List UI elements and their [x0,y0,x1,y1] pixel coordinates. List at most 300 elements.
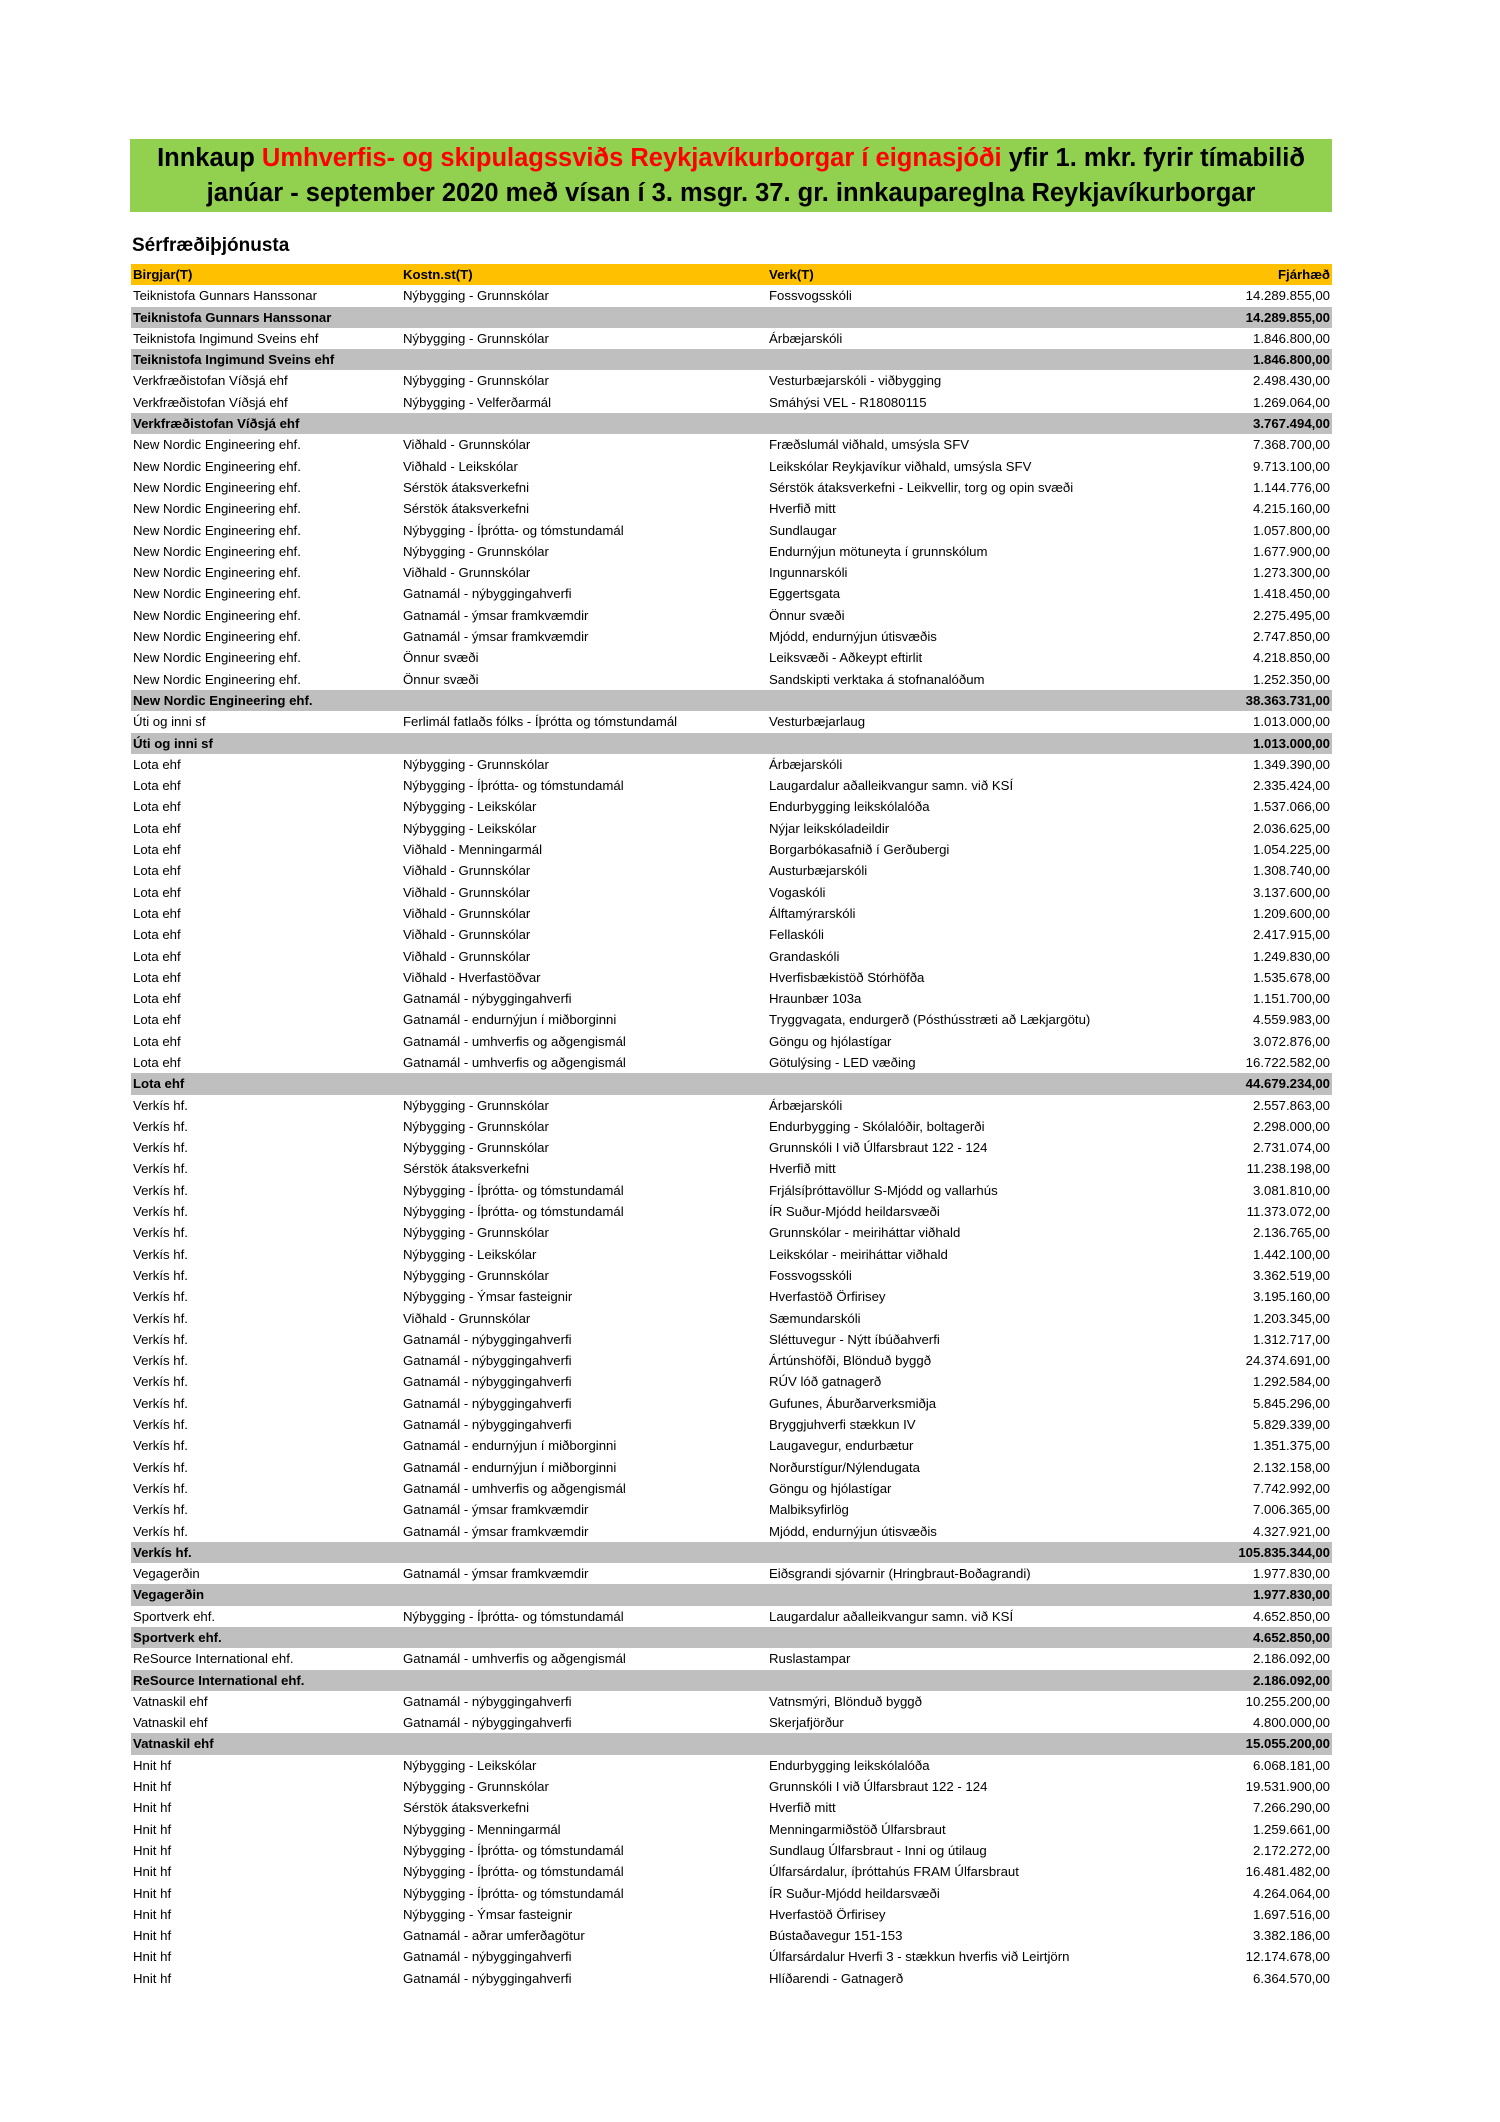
cell-amount: 2.186.092,00 [1187,1670,1332,1691]
cell-project: Borgarbókasafnið í Gerðubergi [769,842,950,858]
cell-project: Menningarmiðstöð Úlfarsbraut [769,1821,946,1837]
header-amount: Fjárhæð [1187,264,1332,285]
cell-amount: 38.363.731,00 [1187,690,1332,711]
cell-supplier: Lota ehf [133,842,181,858]
cell-supplier: Verkís hf. [133,1331,188,1347]
cell-supplier: Vatnaskil ehf [133,1693,208,1709]
cell-project: Fræðslumál viðhald, umsýsla SFV [769,437,970,453]
cell-cost-center: Viðhald - Grunnskólar [403,948,531,964]
table-row [131,1244,1332,1265]
cell-amount: 2.498.430,00 [1252,373,1330,389]
cell-supplier: New Nordic Engineering ehf. [133,629,301,645]
cell-project: Sæmundarskóli [769,1310,861,1326]
cell-project: Laugardalur aðalleikvangur samn. við KSÍ [769,1608,1014,1624]
cell-supplier: Hnit hf [133,1970,172,1986]
cell-project: Úlfarsárdalur Hverfi 3 - stækkun hverfis við Leirtjörn [769,1949,1070,1965]
cell-amount: 1.144.776,00 [1252,479,1330,495]
cell-amount: 1.977.830,00 [1187,1584,1332,1605]
cell-supplier: New Nordic Engineering ehf. [133,458,301,474]
cell-supplier: Verkís hf. [133,1438,188,1454]
cell-amount: 5.845.296,00 [1252,1395,1330,1411]
table-row [131,647,1332,668]
cell-project: Skerjafjörður [769,1715,844,1731]
cell-project: Smáhýsi VEL - R18080115 [769,394,927,410]
cell-project: Önnur svæði [769,607,845,623]
table-row [131,1009,1332,1030]
table-row [131,839,1332,860]
cell-supplier: Hnit hf [133,1906,172,1922]
cell-supplier: Úti og inni sf [131,733,401,754]
cell-supplier: ReSource International ehf. [131,1670,401,1691]
cell-supplier: New Nordic Engineering ehf. [133,437,301,453]
cell-project: Fossvogsskóli [769,1267,852,1283]
cell-supplier: New Nordic Engineering ehf. [133,671,301,687]
table-row [131,882,1332,903]
header-project: Verk(T) [767,264,1187,285]
cell-amount: 2.136.765,00 [1252,1225,1330,1241]
cell-project: Frjálsíþróttavöllur S-Mjódd og vallarhús [769,1182,998,1198]
cell-supplier: New Nordic Engineering ehf. [133,522,301,538]
cell-project: Grandaskóli [769,948,840,964]
cell-supplier: ReSource International ehf. [133,1651,294,1667]
cell-supplier: Teiknistofa Ingimund Sveins ehf [133,330,319,346]
cell-amount: 2.036.625,00 [1252,820,1330,836]
table-row [131,988,1332,1009]
table-header-row [131,264,1332,285]
cell-project: Vesturbæjarlaug [769,714,866,730]
cell-supplier: Hnit hf [133,1779,172,1795]
title-prefix: Innkaup [157,144,262,172]
cell-project: Göngu og hjólastígar [769,1033,892,1049]
cell-cost-center [401,733,767,754]
cell-amount: 1.013.000,00 [1187,733,1332,754]
cell-amount: 1.977.830,00 [1252,1566,1330,1582]
cell-amount: 1.351.375,00 [1252,1438,1330,1454]
table-row [131,520,1332,541]
cell-supplier: Verkfræðistofan Víðsjá ehf [131,413,401,434]
cell-project: Eggertsgata [769,586,841,602]
table-row [131,1968,1332,1989]
cell-amount: 1.349.390,00 [1252,756,1330,772]
cell-project: Eiðsgrandi sjóvarnir (Hringbraut-Boðagrandi) [769,1566,1031,1582]
cell-project: Álftamýrarskóli [769,905,856,921]
cell-supplier: Lota ehf [133,969,181,985]
cell-supplier: Hnit hf [133,1842,172,1858]
table-row [131,1904,1332,1925]
cell-supplier: Úti og inni sf [133,714,206,730]
cell-amount: 1.259.661,00 [1252,1821,1330,1837]
cell-amount: 11.373.072,00 [1246,1204,1330,1220]
cell-supplier: Lota ehf [133,884,181,900]
table-row [131,285,1332,306]
cell-amount: 3.081.810,00 [1252,1182,1330,1198]
cell-supplier: Lota ehf [133,991,181,1007]
cell-amount: 1.057.800,00 [1252,522,1330,538]
cell-project: Götulýsing - LED væðing [769,1054,916,1070]
cell-cost-center: Sérstök átaksverkefni [403,1161,530,1177]
cell-amount: 1.535.678,00 [1252,969,1330,985]
cell-amount: 2.298.000,00 [1252,1118,1330,1134]
cell-supplier: Verkís hf. [133,1374,188,1390]
cell-supplier: Verkís hf. [133,1182,188,1198]
cell-amount: 7.006.365,00 [1252,1502,1330,1518]
table-row [131,1350,1332,1371]
cell-amount: 4.652.850,00 [1252,1608,1330,1624]
cell-project: RÚV lóð gatnagerð [769,1374,882,1390]
subtotal-row [131,1670,1332,1691]
table-row [131,1371,1332,1392]
cell-supplier: Lota ehf [133,799,181,815]
cell-cost-center: Gatnamál - nýbyggingahverfi [403,1331,572,1347]
table-row [131,1755,1332,1776]
cell-project [767,1073,1187,1094]
cell-project: Ingunnarskóli [769,565,848,581]
cell-project: Laugardalur aðalleikvangur samn. við KSÍ [769,778,1014,794]
cell-cost-center: Viðhald - Grunnskólar [403,437,531,453]
cell-project: Leikskólar - meiriháttar viðhald [769,1246,948,1262]
cell-supplier: New Nordic Engineering ehf. [133,586,301,602]
table-row [131,1712,1332,1733]
cell-project: Grunnskóli I við Úlfarsbraut 122 - 124 [769,1779,988,1795]
cell-amount: 7.742.992,00 [1252,1480,1330,1496]
cell-cost-center: Gatnamál - nýbyggingahverfi [403,1970,572,1986]
cell-amount: 1.292.584,00 [1252,1374,1330,1390]
cell-supplier: Lota ehf [133,778,181,794]
cell-supplier: Teiknistofa Gunnars Hanssonar [133,288,317,304]
purchases-table [131,264,1332,1989]
cell-supplier: Hnit hf [133,1757,172,1773]
cell-project: Grunnskólar - meiriháttar viðhald [769,1225,961,1241]
cell-amount: 7.266.290,00 [1252,1800,1330,1816]
header-supplier: Birgjar(T) [131,264,401,285]
cell-amount: 4.264.064,00 [1252,1885,1330,1901]
table-row [131,1329,1332,1350]
subtotal-row [131,690,1332,711]
cell-amount: 3.137.600,00 [1252,884,1330,900]
cell-supplier: Verkís hf. [133,1417,188,1433]
cell-amount: 3.072.876,00 [1252,1033,1330,1049]
cell-supplier: Lota ehf [131,1073,401,1094]
table-row [131,370,1332,391]
cell-amount: 2.731.074,00 [1252,1140,1330,1156]
cell-amount: 1.537.066,00 [1252,799,1330,815]
table-row [131,456,1332,477]
cell-cost-center: Nýbygging - Íþrótta- og tómstundamál [403,1182,624,1198]
title-red-text: Umhverfis- og skipulagssviðs Reykjavíkurborgar í eignasjóði [261,144,1002,172]
cell-amount: 44.679.234,00 [1187,1073,1332,1094]
table-row [131,669,1332,690]
cell-amount: 2.335.424,00 [1252,778,1330,794]
cell-project: Sundlaugar [769,522,837,538]
cell-amount: 2.417.915,00 [1252,927,1330,943]
cell-cost-center: Gatnamál - umhverfis og aðgengismál [403,1651,626,1667]
cell-cost-center: Gatnamál - umhverfis og aðgengismál [403,1054,626,1070]
cell-amount: 16.722.582,00 [1245,1054,1330,1070]
table-body [131,285,1332,1989]
cell-project: Hverfastöð Örfirisey [769,1906,886,1922]
cell-cost-center: Nýbygging - Íþrótta- og tómstundamál [403,778,624,794]
cell-amount: 1.677.900,00 [1252,543,1330,559]
table-row [131,903,1332,924]
cell-cost-center: Sérstök átaksverkefni [403,501,530,517]
cell-project: Sandskipti verktaka á stofnanalóðum [769,671,985,687]
title-line-2: janúar - september 2020 með vísan í 3. msgr. 37. gr. innkaupareglna Reykjavíkurborgar [206,179,1256,207]
cell-amount: 1.273.300,00 [1252,565,1330,581]
cell-amount: 1.308.740,00 [1252,863,1330,879]
cell-amount: 16.481.482,00 [1245,1864,1330,1880]
table-row [131,1457,1332,1478]
table-row [131,818,1332,839]
cell-project [767,1542,1187,1563]
cell-amount: 1.697.516,00 [1252,1906,1330,1922]
document-title [130,139,1332,212]
cell-project: Leiksvæði - Aðkeypt eftirlit [769,650,923,666]
cell-amount: 4.327.921,00 [1252,1523,1330,1539]
cell-amount: 14.289.855,00 [1245,288,1330,304]
cell-cost-center: Nýbygging - Grunnskólar [403,330,549,346]
cell-cost-center [401,1627,767,1648]
cell-supplier: New Nordic Engineering ehf. [131,690,401,711]
cell-project: Mjódd, endurnýjun útisvæðis [769,629,937,645]
cell-cost-center: Gatnamál - endurnýjun í miðborginni [403,1438,617,1454]
cell-cost-center: Viðhald - Hverfastöðvar [403,969,541,985]
cell-cost-center: Nýbygging - Íþrótta- og tómstundamál [403,1885,624,1901]
cell-project: Hverfisbækistöð Stórhöfða [769,969,925,985]
subtotal-row [131,1733,1332,1754]
cell-project: ÍR Suður-Mjódd heildarsvæði [769,1885,940,1901]
cell-supplier: Verkís hf. [133,1097,188,1113]
cell-supplier: New Nordic Engineering ehf. [133,543,301,559]
cell-cost-center: Gatnamál - ýmsar framkvæmdir [403,607,589,623]
cell-project: Vogaskóli [769,884,826,900]
cell-cost-center: Nýbygging - Grunnskólar [403,1140,549,1156]
table-row [131,1840,1332,1861]
cell-amount: 1.249.830,00 [1252,948,1330,964]
cell-supplier: New Nordic Engineering ehf. [133,650,301,666]
cell-project: Hverfastöð Örfirisey [769,1289,886,1305]
cell-project [767,349,1187,370]
table-row [131,1031,1332,1052]
cell-cost-center: Nýbygging - Grunnskólar [403,756,549,772]
cell-supplier: Lota ehf [133,1054,181,1070]
table-row [131,1861,1332,1882]
cell-cost-center [401,349,767,370]
cell-cost-center: Sérstök átaksverkefni [403,1800,530,1816]
cell-project: Hlíðarendi - Gatnagerð [769,1970,904,1986]
table-row [131,860,1332,881]
cell-supplier: New Nordic Engineering ehf. [133,565,301,581]
cell-supplier: Verkís hf. [131,1542,401,1563]
cell-supplier: Verkfræðistofan Víðsjá ehf [133,373,288,389]
cell-amount: 6.068.181,00 [1252,1757,1330,1773]
table-row [131,1052,1332,1073]
cell-project: Fossvogsskóli [769,288,852,304]
cell-supplier: Lota ehf [133,863,181,879]
cell-amount: 19.531.900,00 [1245,1779,1330,1795]
cell-cost-center [401,1073,767,1094]
cell-amount: 24.374.691,00 [1245,1353,1330,1369]
cell-supplier: Verkís hf. [133,1204,188,1220]
cell-amount: 4.800.000,00 [1252,1715,1330,1731]
subtotal-row [131,1542,1332,1563]
cell-project: Sérstök átaksverkefni - Leikvellir, torg og opin svæði [769,479,1074,495]
cell-cost-center [401,413,767,434]
table-row [131,1648,1332,1669]
cell-supplier: Lota ehf [133,927,181,943]
cell-cost-center: Önnur svæði [403,650,479,666]
cell-supplier: Hnit hf [133,1864,172,1880]
cell-project: Endurbygging - Skólalóðir, boltagerði [769,1118,985,1134]
cell-cost-center: Nýbygging - Íþrótta- og tómstundamál [403,522,624,538]
cell-cost-center: Viðhald - Menningarmál [403,842,543,858]
cell-cost-center: Gatnamál - ýmsar framkvæmdir [403,1566,589,1582]
cell-project: Göngu og hjólastígar [769,1480,892,1496]
table-row [131,1819,1332,1840]
table-row [131,1606,1332,1627]
table-row [131,541,1332,562]
cell-cost-center: Nýbygging - Grunnskólar [403,288,549,304]
cell-cost-center: Viðhald - Leikskólar [403,458,518,474]
cell-amount: 4.218.850,00 [1252,650,1330,666]
cell-cost-center: Gatnamál - nýbyggingahverfi [403,991,572,1007]
cell-cost-center: Nýbygging - Grunnskólar [403,543,549,559]
cell-cost-center: Gatnamál - endurnýjun í miðborginni [403,1459,617,1475]
cell-amount: 1.312.717,00 [1252,1331,1330,1347]
cell-cost-center: Gatnamál - umhverfis og aðgengismál [403,1480,626,1496]
cell-supplier: Verkís hf. [133,1523,188,1539]
cell-cost-center: Gatnamál - endurnýjun í miðborginni [403,1012,617,1028]
cell-supplier: Vegagerðin [131,1584,401,1605]
cell-supplier: New Nordic Engineering ehf. [133,479,301,495]
cell-amount: 9.713.100,00 [1252,458,1330,474]
cell-amount: 4.215.160,00 [1252,501,1330,517]
cell-cost-center: Gatnamál - nýbyggingahverfi [403,1353,572,1369]
cell-supplier: Verkís hf. [133,1395,188,1411]
cell-project: Vesturbæjarskóli - viðbygging [769,373,942,389]
cell-supplier: Verkfræðistofan Víðsjá ehf [133,394,288,410]
cell-cost-center: Nýbygging - Íþrótta- og tómstundamál [403,1864,624,1880]
cell-amount: 3.767.494,00 [1187,413,1332,434]
cell-project: Ruslastampar [769,1651,851,1667]
cell-project: Árbæjarskóli [769,756,843,772]
table-row [131,583,1332,604]
cell-project: Endurbygging leikskólalóða [769,799,930,815]
cell-cost-center: Viðhald - Grunnskólar [403,863,531,879]
cell-amount: 3.362.519,00 [1252,1267,1330,1283]
cell-amount: 11.238.198,00 [1246,1161,1330,1177]
cell-supplier: Vatnaskil ehf [131,1733,401,1754]
table-row [131,477,1332,498]
subtotal-row [131,1584,1332,1605]
table-row [131,711,1332,732]
table-row [131,1180,1332,1201]
cell-cost-center: Gatnamál - ýmsar framkvæmdir [403,1502,589,1518]
cell-cost-center: Gatnamál - ýmsar framkvæmdir [403,1523,589,1539]
cell-project: ÍR Suður-Mjódd heildarsvæði [769,1204,940,1220]
cell-cost-center [401,1670,767,1691]
cell-cost-center: Nýbygging - Leikskólar [403,1246,537,1262]
cell-amount: 10.255.200,00 [1245,1693,1330,1709]
table-row [131,1521,1332,1542]
cell-cost-center [401,1733,767,1754]
cell-amount: 1.269.064,00 [1252,394,1330,410]
table-row [131,605,1332,626]
table-row [131,1883,1332,1904]
table-row [131,1776,1332,1797]
title-suffix: yfir 1. mkr. fyrir tímabilið [1001,144,1305,172]
cell-cost-center: Nýbygging - Leikskólar [403,799,537,815]
cell-supplier: Hnit hf [133,1821,172,1837]
cell-cost-center: Nýbygging - Íþrótta- og tómstundamál [403,1608,624,1624]
cell-cost-center: Gatnamál - nýbyggingahverfi [403,1374,572,1390]
cell-project: Hverfið mitt [769,501,836,517]
cell-supplier: Verkís hf. [133,1289,188,1305]
subtotal-row [131,1627,1332,1648]
cell-amount: 1.209.600,00 [1252,905,1330,921]
cell-supplier: Vegagerðin [133,1566,200,1582]
cell-amount: 2.172.272,00 [1252,1842,1330,1858]
cell-supplier: Lota ehf [133,1033,181,1049]
cell-cost-center: Nýbygging - Leikskólar [403,1757,537,1773]
cell-cost-center: Nýbygging - Leikskólar [403,820,537,836]
cell-cost-center: Gatnamál - umhverfis og aðgengismál [403,1033,626,1049]
table-row [131,796,1332,817]
cell-project: Austurbæjarskóli [769,863,868,879]
table-row [131,1925,1332,1946]
cell-supplier: Hnit hf [133,1800,172,1816]
cell-project: Árbæjarskóli [769,330,843,346]
cell-supplier: Verkís hf. [133,1246,188,1262]
title-line-1 [130,141,1332,176]
cell-cost-center: Nýbygging - Íþrótta- og tómstundamál [403,1842,624,1858]
cell-project [767,1733,1187,1754]
cell-amount: 4.559.983,00 [1252,1012,1330,1028]
cell-amount: 105.835.344,00 [1187,1542,1332,1563]
cell-supplier: Lota ehf [133,905,181,921]
cell-cost-center: Viðhald - Grunnskólar [403,905,531,921]
cell-supplier: Sportverk ehf. [131,1627,401,1648]
cell-amount: 1.054.225,00 [1252,842,1330,858]
cell-project: Endurnýjun mötuneyta í grunnskólum [769,543,988,559]
cell-cost-center [401,1584,767,1605]
cell-project: Sundlaug Úlfarsbraut - Inni og útilaug [769,1842,987,1858]
header-cost-center: Kostn.st(T) [401,264,767,285]
cell-amount: 1.151.700,00 [1252,991,1330,1007]
cell-amount: 15.055.200,00 [1187,1733,1332,1754]
table-row [131,1691,1332,1712]
section-title: Sérfræðiþjónusta [132,235,290,256]
table-row [131,1797,1332,1818]
cell-project: Fellaskóli [769,927,824,943]
cell-cost-center [401,1542,767,1563]
cell-supplier: Verkís hf. [133,1310,188,1326]
cell-supplier: Verkís hf. [133,1459,188,1475]
cell-amount: 1.203.345,00 [1252,1310,1330,1326]
cell-project: Vatnsmýri, Blönduð byggð [769,1693,922,1709]
cell-amount: 5.829.339,00 [1252,1417,1330,1433]
cell-cost-center: Gatnamál - nýbyggingahverfi [403,586,572,602]
cell-project: Hverfið mitt [769,1161,836,1177]
table-row [131,1435,1332,1456]
cell-cost-center: Nýbygging - Ýmsar fasteignir [403,1289,573,1305]
cell-project: Hraunbær 103a [769,991,862,1007]
cell-amount: 2.747.850,00 [1252,629,1330,645]
cell-supplier: Teiknistofa Ingimund Sveins ehf [131,349,401,370]
subtotal-row [131,733,1332,754]
cell-cost-center: Sérstök átaksverkefni [403,479,530,495]
cell-project [767,413,1187,434]
cell-cost-center: Viðhald - Grunnskólar [403,927,531,943]
